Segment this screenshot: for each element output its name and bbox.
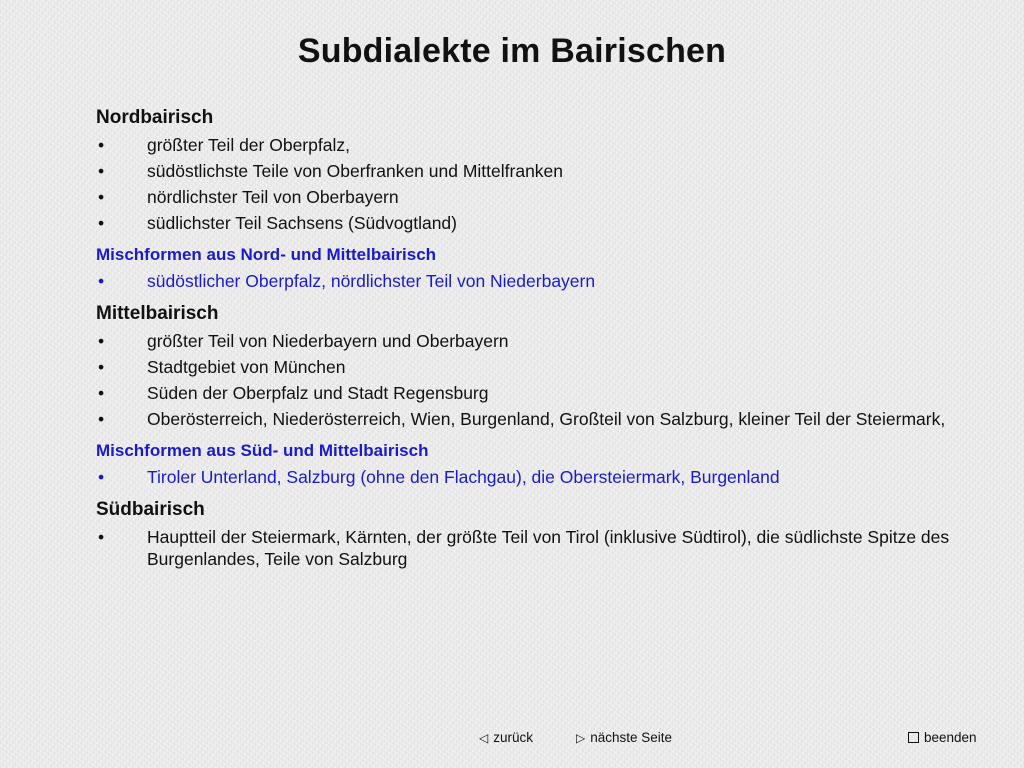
list-item bbox=[96, 526, 986, 570]
list-item bbox=[96, 186, 986, 208]
list-item-text: südöstlichste Teile von Oberfranken und Mittelfranken bbox=[147, 161, 564, 181]
list-item bbox=[96, 382, 986, 404]
page-title: Subdialekte im Bairischen bbox=[297, 32, 727, 70]
list-item bbox=[96, 270, 986, 292]
list-item-text: südlichster Teil Sachsens (Südvogtland) bbox=[147, 213, 457, 233]
back-button[interactable] bbox=[479, 730, 533, 745]
list-item-text: nördlichster Teil von Oberbayern bbox=[147, 187, 399, 207]
list-item-text: Süden der Oberpfalz und Stadt Regensburg bbox=[147, 383, 489, 403]
back-label: zurück bbox=[493, 730, 533, 745]
list-item-text: größter Teil von Niederbayern und Oberbayern bbox=[147, 331, 509, 351]
bullet-icon: • bbox=[98, 213, 105, 233]
section-heading: Mischformen aus Süd- und Mittelbairisch bbox=[96, 441, 429, 460]
triangle-left-icon: ◁ bbox=[479, 731, 489, 745]
list-item bbox=[96, 466, 986, 488]
triangle-right-icon: ▷ bbox=[576, 731, 586, 745]
list-item-text: größter Teil der Oberpfalz, bbox=[147, 135, 350, 155]
bullet-icon: • bbox=[98, 383, 105, 403]
end-button[interactable] bbox=[908, 730, 977, 745]
square-icon bbox=[908, 732, 919, 743]
list-item bbox=[96, 408, 986, 430]
bullet-icon: • bbox=[98, 135, 105, 155]
bullet-list bbox=[96, 526, 986, 570]
bullet-icon: • bbox=[98, 527, 105, 547]
section-nordbairisch bbox=[96, 104, 986, 234]
bullet-list bbox=[96, 466, 986, 488]
list-item bbox=[96, 330, 986, 352]
section-heading: Mischformen aus Nord- und Mittelbairisch bbox=[96, 245, 437, 264]
bullet-list bbox=[96, 270, 986, 292]
bullet-list bbox=[96, 134, 986, 234]
list-item bbox=[96, 160, 986, 182]
bullet-icon: • bbox=[98, 331, 105, 351]
list-item-text: Oberösterreich, Niederösterreich, Wien, Burgenland, Großteil von Salzburg, kleiner Teil der Steiermark, bbox=[147, 409, 946, 429]
list-item bbox=[96, 212, 986, 234]
section-suedbairisch bbox=[96, 496, 986, 570]
bullet-icon: • bbox=[98, 187, 105, 207]
section-mittelbairisch bbox=[96, 300, 986, 430]
list-item-text: Tiroler Unterland, Salzburg (ohne den Flachgau), die Obersteiermark, Burgenland bbox=[147, 467, 780, 487]
bullet-list bbox=[96, 330, 986, 430]
end-label: beenden bbox=[924, 730, 977, 745]
navigation-bar bbox=[0, 730, 1024, 750]
section-heading: Mittelbairisch bbox=[96, 303, 219, 324]
content-area bbox=[96, 104, 986, 578]
list-item bbox=[96, 356, 986, 378]
next-page-button[interactable] bbox=[576, 730, 672, 745]
bullet-icon: • bbox=[98, 409, 105, 429]
next-label: nächste Seite bbox=[590, 730, 673, 745]
section-heading: Nordbairisch bbox=[96, 107, 214, 128]
list-item-text: Hauptteil der Steiermark, Kärnten, der größte Teil von Tirol (inklusive Südtirol), die südlichste Spitze des Burgenlandes, Teile von Salzburg bbox=[147, 527, 950, 569]
bullet-icon: • bbox=[98, 467, 105, 487]
list-item-text: südöstlicher Oberpfalz, nördlichster Teil von Niederbayern bbox=[147, 271, 596, 291]
bullet-icon: • bbox=[98, 357, 105, 377]
bullet-icon: • bbox=[98, 161, 105, 181]
section-misch-nord-mittel bbox=[96, 242, 986, 292]
section-misch-sued-mittel bbox=[96, 438, 986, 488]
section-heading: Südbairisch bbox=[96, 499, 205, 520]
list-item-text: Stadtgebiet von München bbox=[147, 357, 346, 377]
bullet-icon: • bbox=[98, 271, 105, 291]
list-item bbox=[96, 134, 986, 156]
